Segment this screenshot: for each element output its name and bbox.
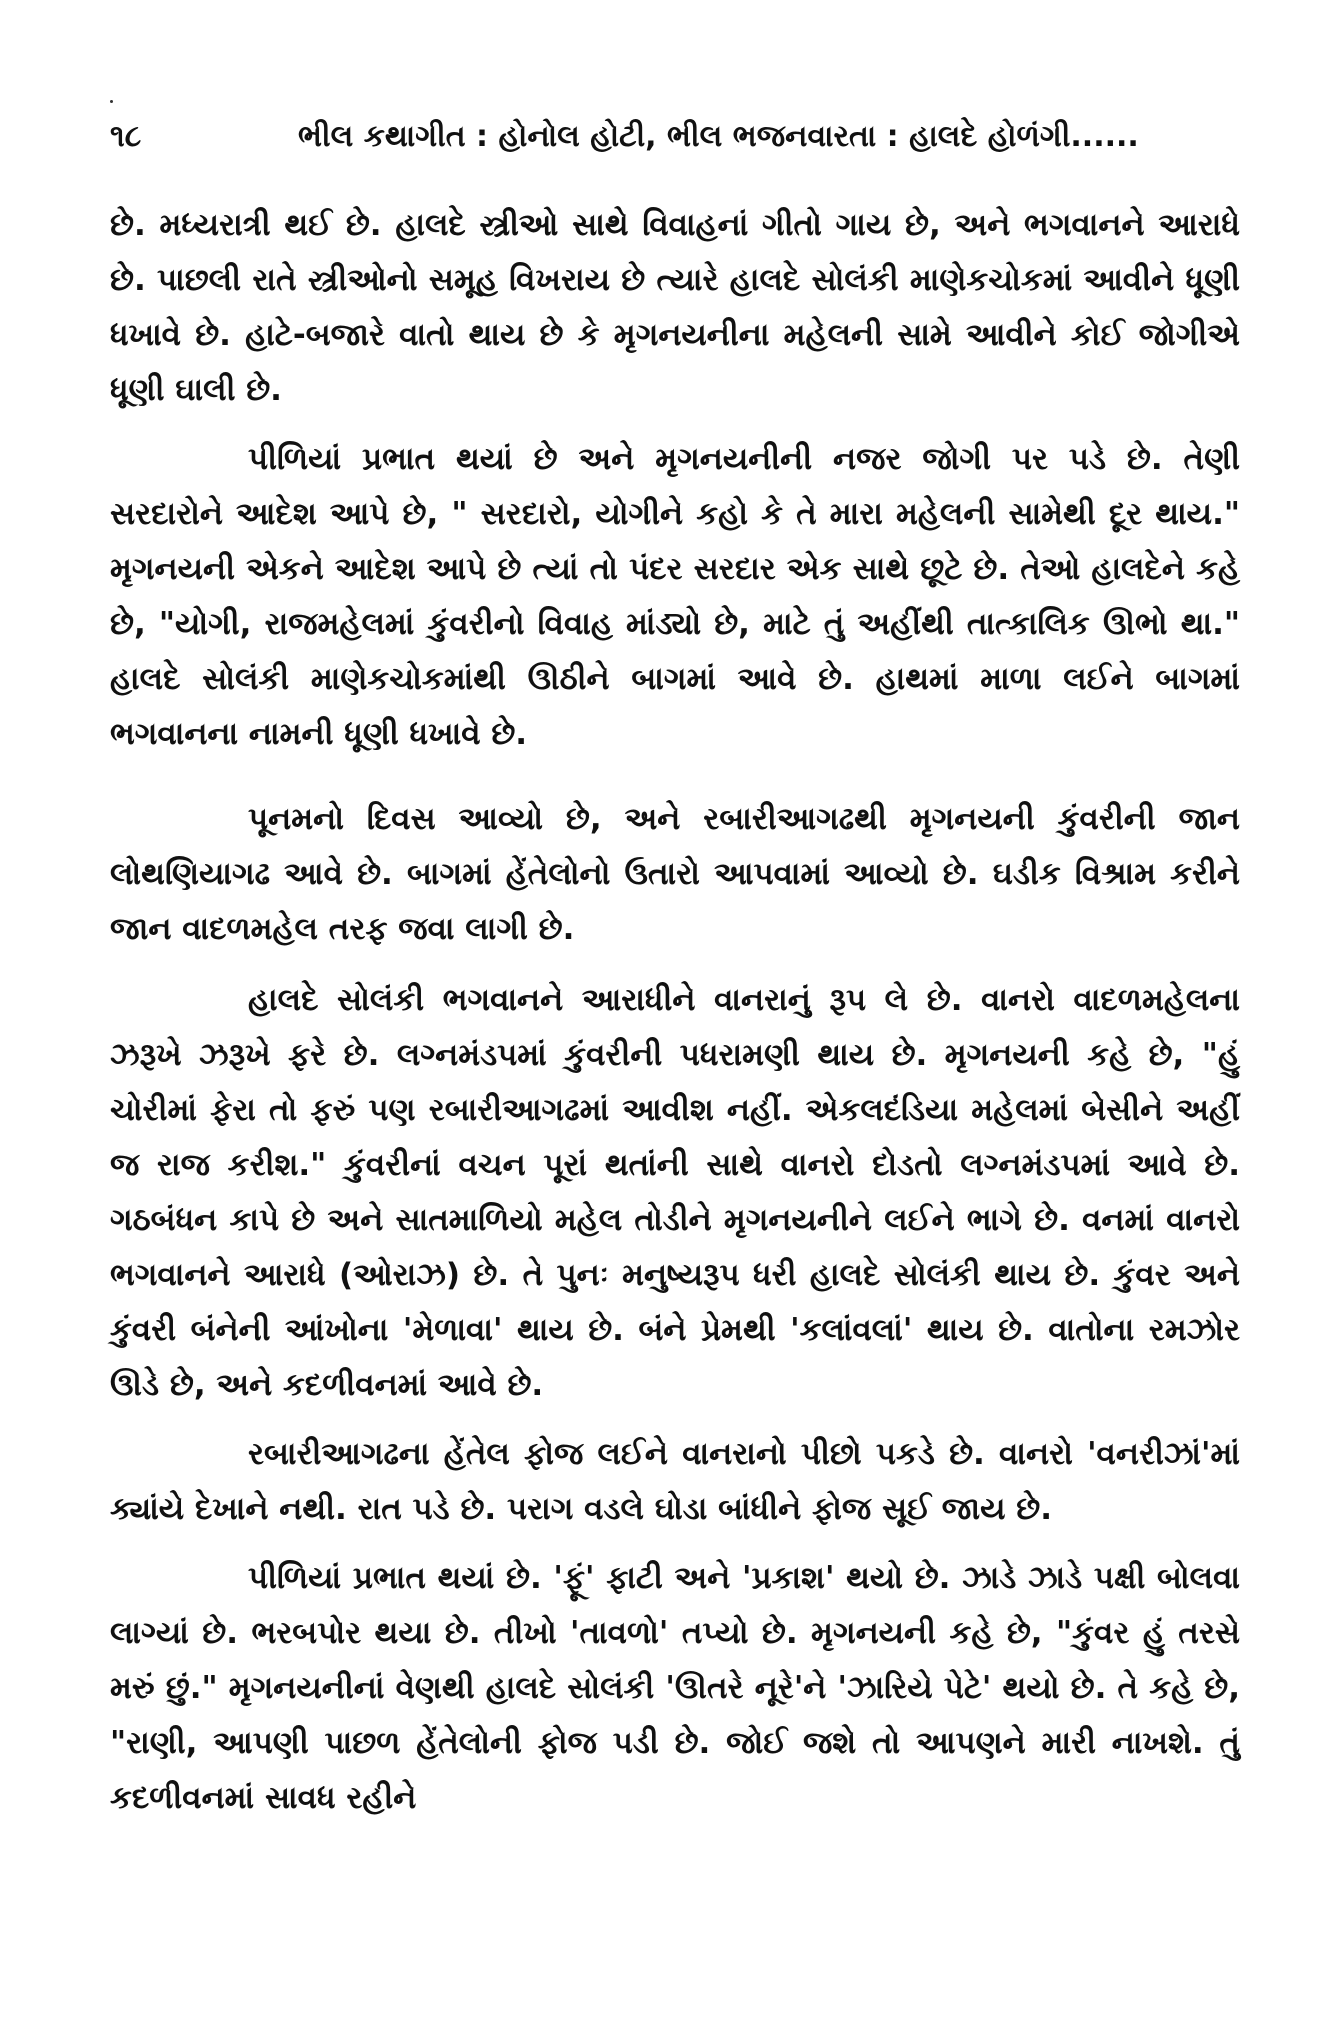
page-header	[110, 112, 1240, 162]
paragraph-4: હાલદે સોલંકી ભગવાનને આરાધીને વાનરાનું રૂપ લે છે. વાનરો વાદળમહેલના ઝરૂખે ઝરૂખે ફરે છે. લગ્નમંડપમાં કુંવરીની પધરામણી થાય છે. મૃગનયની કહે છે, "હું ચોરીમાં ફેરા તો ફરું પણ રબારીઆગઢમાં આવીશ નહીં. એકલદંડિયા મહેલમાં બેસીને અહીં જ રાજ કરીશ." કુંવરીનાં વચન પૂરાં થતાંની સાથે વાનરો દોડતો લગ્નમંડપમાં આવે છે. ગઠબંધન કાપે છે અને સાતમાળિયો મહેલ તોડીને મૃગનયનીને લઈને ભાગે છે. વનમાં વાનરો ભગવાનને આરાધે (ઓરાઝ) છે. તે પુનઃ મનુષ્યરૂપ ધરી હાલદે સોલંકી થાય છે. કુંવર અને કુંવરી બંનેની આંખોના 'મેળાવા' થાય છે. બંને પ્રેમથી 'કલાંવલાં' થાય છે. વાતોના રમઝોર ઊડે છે, અને કદળીવનમાં આવે છે.	[110, 982, 1240, 1403]
running-title: ભીલ કથાગીત : હોનોલ હોટી, ભીલ ભજનવારતા : હાલદે હોળંગી......	[298, 119, 1139, 154]
paragraph-5: રબારીઆગઢના હેંતેલ ફોજ લઈને વાનરાનો પીછો પકડે છે. વાનરો 'વનરીઝાં'માં ક્યાંયે દેખાને નથી. રાત પડે છે. પરાગ વડલે ઘોડા બાંધીને ફોજ સૂઈ જાય છે.	[110, 1436, 1240, 1527]
print-speck	[110, 100, 113, 103]
paragraph-6: પીળિયાં પ્રભાત થયાં છે. 'ફૂં' ફાટી અને 'પ્રકાશ' થયો છે. ઝાડે ઝાડે પક્ષી બોલવા લાગ્યાં છે. ભરબપોર થયા છે. તીખો 'તાવળો' તપ્યો છે. મૃગનયની કહે છે, "કુંવર હું તરસે મરું છું." મૃગનયનીનાં વેણથી હાલદે સોલંકી 'ઊતરે નૂરે'ને 'ઝારિયે પેટે' થયો છે. તે કહે છે, "રાણી, આપણી પાછળ હેંતેલોની ફોજ પડી છે. જોઈ જશે તો આપણને મારી નાખશે. તું કદળીવનમાં સાવધ રહીને	[110, 1560, 1240, 1816]
paragraph-2: પીળિયાં પ્રભાત થયાં છે અને મૃગનયનીની નજર જોગી પર પડે છે. તેણી સરદારોને આદેશ આપે છે, " સરદારો, યોગીને કહો કે તે મારા મહેલની સામેથી દૂર થાય." મૃગનયની એકને આદેશ આપે છે ત્યાં તો પંદર સરદાર એક સાથે છૂટે છે. તેઓ હાલદેને કહે છે, "યોગી, રાજમહેલમાં કુંવરીનો વિવાહ માંડ્યો છે, માટે તું અહીંથી તાત્કાલિક ઊભો થા." હાલદે સોલંકી માણેકચોકમાંથી ઊઠીને બાગમાં આવે છે. હાથમાં માળા લઈને બાગમાં ભગવાનના નામની ધૂણી ધખાવે છે.	[110, 441, 1240, 752]
page-number: ૧૮	[110, 119, 142, 154]
body-text	[110, 198, 1240, 1826]
paragraph-1: છે. મધ્યરાત્રી થઈ છે. હાલદે સ્ત્રીઓ સાથે વિવાહનાં ગીતો ગાય છે, અને ભગવાનને આરાધે છે. પાછલી રાતે સ્ત્રીઓનો સમૂહ વિખરાય છે ત્યારે હાલદે સોલંકી માણેકચોકમાં આવીને ધૂણી ધખાવે છે. હાટે-બજારે વાતો થાય છે કે મૃગનયનીના મહેલની સામે આવીને કોઈ જોગીએ ધૂણી ઘાલી છે.	[110, 207, 1240, 408]
paragraph-3: પૂનમનો દિવસ આવ્યો છે, અને રબારીઆગઢથી મૃગનયની કુંવરીની જાન લોથણિયાગઢ આવે છે. બાગમાં હેંતેલોનો ઉતારો આપવામાં આવ્યો છે. ઘડીક વિશ્રામ કરીને જાન વાદળમહેલ તરફ જવા લાગી છે.	[110, 801, 1240, 947]
